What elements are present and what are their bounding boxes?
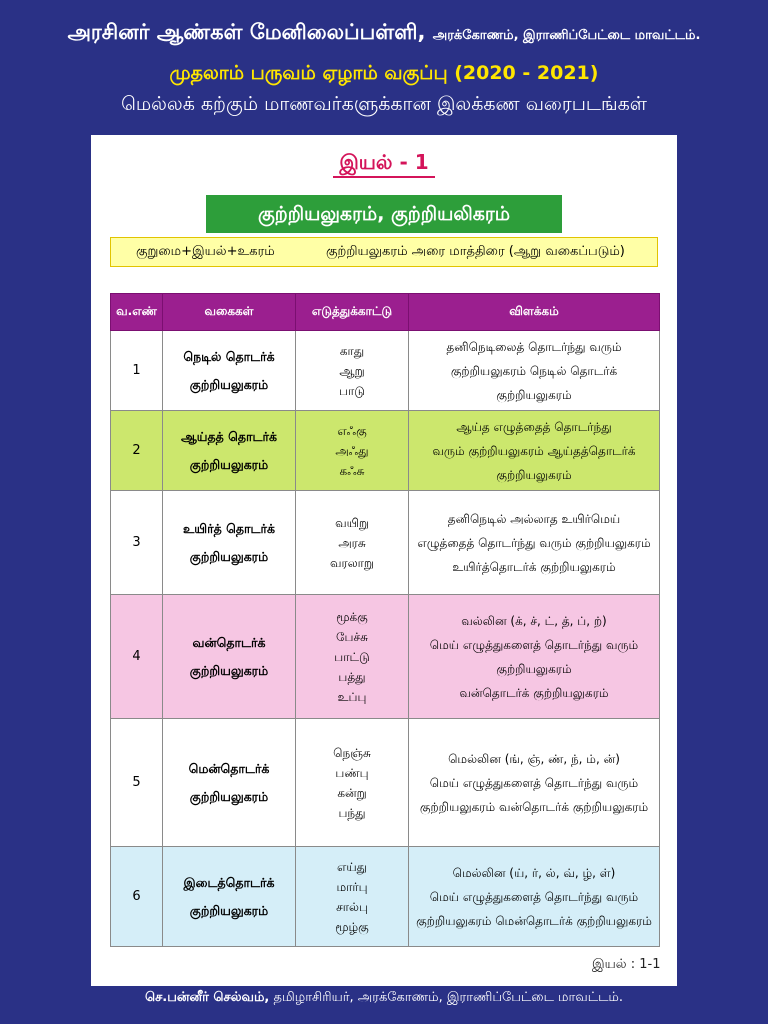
type-line: வன்தொடர்க் [192,634,266,650]
school-name [0,20,768,47]
page-footer [0,990,768,1006]
explanation-line: வரும் குற்றியலுகரம் ஆய்தத்தொடர்க் [432,443,636,458]
example-word: பண்பு [335,765,369,780]
example-word: சால்பு [336,899,368,914]
row-examples [296,411,409,491]
row-number: 2 [111,411,163,491]
table-row [111,847,660,947]
header-serial: வ.எண் [111,294,163,331]
row-type [163,411,296,491]
row-examples [296,847,409,947]
row-examples [296,491,409,595]
row-examples [296,719,409,847]
example-word: பாட்டு [334,649,370,664]
row-number: 5 [111,719,163,847]
row-type [163,847,296,947]
example-word: கன்று [337,785,367,800]
row-explanation [409,411,660,491]
explanation-line: குற்றியலுகரம் வன்தொடர்க் குற்றியலுகரம் [419,799,649,814]
header-explanation: விளக்கம் [409,294,660,331]
example-word: நெஞ்சு [333,745,371,760]
type-line: உயிர்த் தொடர்க் [182,520,276,536]
author-details: தமிழாசிரியர், அரக்கோணம், இராணிப்பேட்டை மாவட்டம். [273,990,624,1005]
type-line: ஆய்தத் தொடர்க் [180,428,278,444]
example-word: எஃகு [337,423,367,438]
explanation-line: தனிநெடிலைத் தொடர்ந்து வரும் [446,339,622,354]
unit-title-text: இயல் - 1 [333,150,434,178]
example-word: பேச்சு [336,629,368,644]
example-word: ஆறு [339,363,365,378]
types-table [110,293,660,947]
header-examples: எடுத்துக்காட்டு [296,294,409,331]
row-number: 4 [111,595,163,719]
example-word: மூழ்கு [335,919,369,934]
row-type [163,719,296,847]
example-word: வரலாறு [330,555,374,570]
author-name: செ.பன்னீர் செல்வம், [144,990,270,1005]
table-row [111,491,660,595]
page-reference: இயல் : 1-1 [592,957,661,972]
example-word: வயிறு [335,515,369,530]
table-header-row [111,294,660,331]
explanation-line: மெல்லின (ய், ர், ல், வ், ழ், ள்) [452,865,616,880]
explanation-line: உயிர்த்தொடர்க் குற்றியலுகரம் [452,559,616,574]
topic-banner: குற்றியலுகரம், குற்றியலிகரம் [206,195,562,233]
row-examples [296,595,409,719]
type-line: இடைத்தொடர்க் [183,874,275,890]
explanation-line: வல்லின (க், ச், ட், த், ப், ற்) [461,613,607,628]
row-type [163,331,296,411]
example-word: உப்பு [337,689,367,704]
explanation-line: குற்றியலுகரம் [496,467,572,482]
row-type [163,491,296,595]
formula-right: குற்றியலுகரம் அரை மாத்திரை (ஆறு வகைப்படும்) [326,244,625,259]
example-word: மூக்கு [336,609,368,624]
row-explanation [409,595,660,719]
explanation-line: வன்தொடர்க் குற்றியலுகரம் [459,685,609,700]
explanation-line: மெய் எழுத்துகளைத் தொடர்ந்து வரும் [429,775,639,790]
type-line: குற்றியலுகரம் [189,662,269,678]
table-row [111,595,660,719]
explanation-line: குற்றியலுகரம் மென்தொடர்க் குற்றியலுகரம் [416,913,652,928]
example-word: பத்து [338,669,366,684]
row-number: 6 [111,847,163,947]
type-line: மென்தொடர்க் [188,760,270,776]
explanation-line: குற்றியலுகரம் நெடில் தொடர்க் [450,363,618,378]
explanation-line: குற்றியலுகரம் [496,661,572,676]
type-line: நெடில் தொடர்க் [183,348,275,364]
type-line: குற்றியலுகரம் [189,376,269,392]
explanation-line: மெய் எழுத்துகளைத் தொடர்ந்து வரும் [429,889,639,904]
term-class: முதலாம் பருவம் ஏழாம் வகுப்பு (2020 - 2021) [169,62,599,84]
explanation-line: குற்றியலுகரம் [496,387,572,402]
example-word: எய்து [336,859,368,874]
page-header [0,0,768,130]
row-explanation [409,847,660,947]
example-word: காது [339,343,365,358]
example-word: அஃது [335,443,369,458]
type-line: குற்றியலுகரம் [189,548,269,564]
type-line: குற்றியலுகரம் [189,456,269,472]
table-row [111,719,660,847]
row-explanation [409,331,660,411]
formula-left: குறுமை+இயல்+உகரம் [136,244,275,259]
header-types: வகைகள் [163,294,296,331]
school-location: அரக்கோணம், இராணிப்பேட்டை மாவட்டம். [432,28,701,43]
row-examples [296,331,409,411]
example-word: மார்பு [336,879,368,894]
example-word: அரசு [338,535,366,550]
explanation-line: தனிநெடில் அல்லாத உயிர்மெய் [447,511,621,526]
explanation-line: மெல்லின (ங், ஞ், ண், ந், ம், ன்) [448,751,620,766]
explanation-line: மெய் எழுத்துகளைத் தொடர்ந்து வரும் [429,637,639,652]
row-number: 3 [111,491,163,595]
example-word: பந்து [338,805,366,820]
row-type [163,595,296,719]
type-line: குற்றியலுகரம் [189,902,269,918]
row-explanation [409,719,660,847]
table-row [111,411,660,491]
document-subtitle: மெல்லக் கற்கும் மாணவர்களுக்கான இலக்கண வரைபடங்கள் [121,93,647,115]
type-line: குற்றியலுகரம் [189,788,269,804]
table-row [111,331,660,411]
explanation-line: எழுத்தைத் தொடர்ந்து வரும் குற்றியலுகரம் [417,535,651,550]
school-title: அரசினர் ஆண்கள் மேனிலைப்பள்ளி, [67,20,426,44]
example-word: பாடு [339,383,365,398]
example-word: கஃசு [339,463,365,478]
row-explanation [409,491,660,595]
explanation-line: ஆய்த எழுத்தைத் தொடர்ந்து [456,419,612,434]
row-number: 1 [111,331,163,411]
formula-box [110,237,658,267]
unit-title [0,150,768,177]
